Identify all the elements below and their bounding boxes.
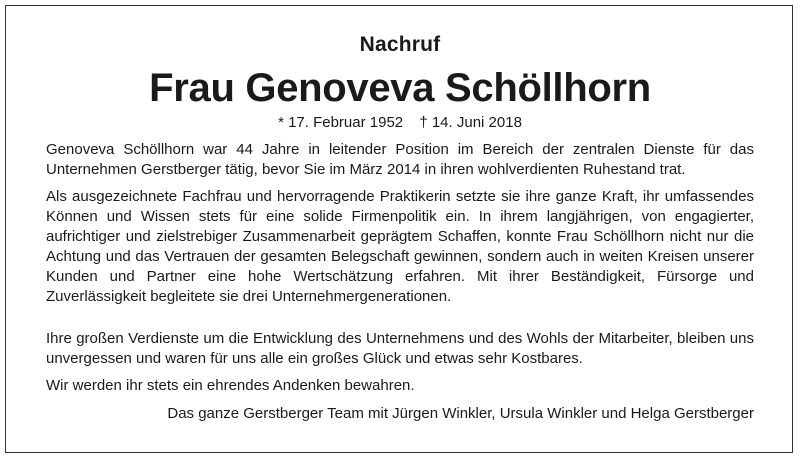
life-dates <box>0 114 800 131</box>
paragraph-tribute: Als ausgezeichnete Fachfrau und hervorragende Praktikerin setzte sie ihre ganze Kraft, ihr umfassendes Können und Wissen stets für eine solide Firmenpolitik ein. In ihrem langjährigen, von engagierter, aufrichtiger und zielstrebiger Zusammenarbeit geprägtem Schaffen, konnte Frau Schöllhorn nicht nur die Achtung und das Vertrauen der gesamten Belegschaft gewinnen, sondern auch in weiten Kreisen unserer Kunden und Partner eine hohe Wertschätzung erfahren. Mit ihrer Beständigkeit, Fürsorge und Zuverlässigkeit begleitete sie drei Unternehmergenerationen. <box>46 188 754 305</box>
deceased-name: Frau Genoveva Schöllhorn <box>149 66 651 110</box>
birth-date: * 17. Februar 1952 <box>278 114 404 131</box>
signature-line: Das ganze Gerstberger Team mit Jürgen Winkler, Ursula Winkler und Helga Gerstberger <box>167 405 754 422</box>
notice-kicker: Nachruf <box>359 33 441 56</box>
paragraph-career: Genoveva Schöllhorn war 44 Jahre in leitender Position im Bereich der zentralen Dienste für das Unternehmen Gerstberger tätig, bevor Sie im März 2014 in ihren wohlverdienten Ruhestand trat. <box>46 141 754 178</box>
death-date: † 14. Juni 2018 <box>419 114 522 131</box>
paragraph-merits: Ihre großen Verdienste um die Entwicklung des Unternehmens und des Wohls der Mitarbeiter, bleiben uns unvergessen und waren für uns alle ein großes Glück und etwas sehr Kostbares. <box>46 330 754 367</box>
paragraph-remembrance: Wir werden ihr stets ein ehrendes Andenken bewahren. <box>46 377 415 394</box>
